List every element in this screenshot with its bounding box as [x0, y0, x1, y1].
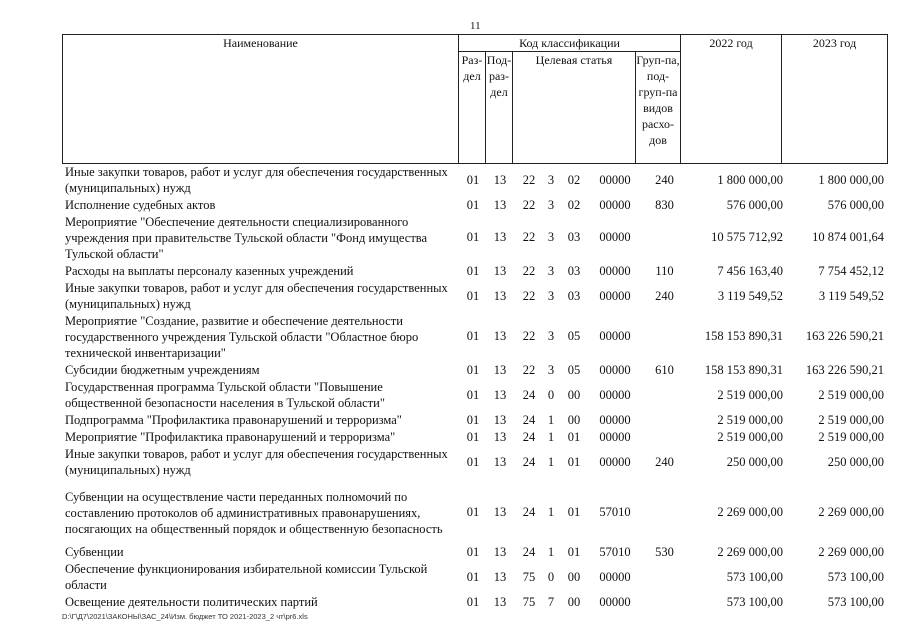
cell-c: 01: [567, 430, 581, 444]
cell-v1: 7 456 163,40: [717, 264, 783, 278]
cell-b: 3: [547, 289, 555, 303]
cell-r: 01: [466, 230, 480, 244]
row-name: Иные закупки товаров, работ и услуг для обеспечения государственных (муниципальных) нужд: [65, 281, 448, 311]
cell-a: 24: [522, 430, 536, 444]
budget-rows: [62, 164, 887, 611]
cell-vr: 610: [655, 363, 674, 377]
cell-v2: 3 119 549,52: [818, 289, 884, 303]
cell-c: 02: [567, 173, 581, 187]
row-name: Обеспечение функционирования избирательной комиссии Тульской области: [65, 562, 428, 592]
cell-c: 03: [567, 230, 581, 244]
row-name: Субвенции: [65, 545, 124, 559]
row-name: Подпрограмма "Профилактика правонарушений и терроризма": [65, 413, 402, 427]
cell-b: 7: [547, 595, 555, 609]
cell-r: 01: [466, 363, 480, 377]
cell-pr: 13: [493, 595, 507, 609]
cell-v1: 576 000,00: [726, 198, 783, 212]
cell-pr: 13: [493, 363, 507, 377]
table-row: [62, 164, 887, 197]
cell-vr: 240: [655, 455, 674, 469]
cell-r: 01: [466, 595, 480, 609]
cell-c: 05: [567, 363, 581, 377]
cell-b: 1: [547, 505, 555, 519]
cell-d: 00000: [599, 264, 631, 278]
cell-vr: 240: [655, 289, 674, 303]
cell-c: 01: [567, 545, 581, 559]
cell-a: 22: [522, 264, 536, 278]
cell-pr: 13: [493, 198, 507, 212]
cell-v1: 573 100,00: [726, 595, 783, 609]
header-podrazdel: Под-раз-дел: [486, 52, 513, 164]
cell-b: 1: [547, 430, 555, 444]
cell-pr: 13: [493, 264, 507, 278]
cell-d: 57010: [599, 545, 631, 559]
table-row: [62, 489, 887, 538]
cell-c: 03: [567, 264, 581, 278]
cell-v1: 573 100,00: [726, 570, 783, 584]
cell-r: 01: [466, 329, 480, 343]
cell-a: 24: [522, 455, 536, 469]
cell-b: 0: [547, 388, 555, 402]
cell-d: 00000: [599, 289, 631, 303]
cell-a: 24: [522, 388, 536, 402]
table-row: [62, 544, 887, 561]
header-name: Наименование: [63, 35, 459, 164]
cell-d: 00000: [599, 230, 631, 244]
cell-d: 00000: [599, 363, 631, 377]
cell-v2: 576 000,00: [827, 198, 884, 212]
table-row: [62, 197, 887, 214]
cell-a: 24: [522, 505, 536, 519]
cell-v2: 250 000,00: [827, 455, 884, 469]
cell-r: 01: [466, 545, 480, 559]
cell-pr: 13: [493, 430, 507, 444]
cell-pr: 13: [493, 545, 507, 559]
cell-v1: 2 269 000,00: [717, 505, 783, 519]
row-name: Мероприятие "Создание, развитие и обеспечение деятельности государственного учреждения Тульской области "Областное бюро технической инвентаризации": [65, 314, 419, 360]
page-number: 11: [470, 20, 481, 32]
table-row: [62, 263, 887, 280]
cell-c: 01: [567, 455, 581, 469]
cell-c: 00: [567, 570, 581, 584]
table-row: [62, 594, 887, 611]
table-row: [62, 561, 887, 594]
cell-pr: 13: [493, 455, 507, 469]
cell-pr: 13: [493, 413, 507, 427]
footer-path: D:\Г\Д7\2021\ЗАКОНЫ\ЗАС_24\Изм. бюджет ТО 2021-2023_2 чт\pr6.xls: [62, 612, 308, 621]
cell-vr: 530: [655, 545, 674, 559]
cell-a: 22: [522, 329, 536, 343]
cell-b: 3: [547, 363, 555, 377]
cell-a: 22: [522, 289, 536, 303]
cell-v2: 1 800 000,00: [818, 173, 884, 187]
header-razdel: Раз-дел: [459, 52, 486, 164]
cell-r: 01: [466, 388, 480, 402]
row-name: Мероприятие "Профилактика правонарушений и терроризма": [65, 430, 396, 444]
cell-r: 01: [466, 264, 480, 278]
row-name: Освещение деятельности политических партий: [65, 595, 318, 609]
cell-v1: 250 000,00: [726, 455, 783, 469]
cell-r: 01: [466, 413, 480, 427]
cell-r: 01: [466, 505, 480, 519]
table-row: [62, 379, 887, 412]
cell-a: 22: [522, 173, 536, 187]
header-code: Код классификации: [459, 35, 681, 52]
table-row: [62, 214, 887, 263]
table-header: [62, 34, 888, 164]
cell-pr: 13: [493, 173, 507, 187]
cell-d: 57010: [599, 505, 631, 519]
cell-v1: 2 519 000,00: [717, 413, 783, 427]
cell-c: 02: [567, 198, 581, 212]
cell-v1: 158 153 890,31: [704, 363, 783, 377]
cell-b: 1: [547, 455, 555, 469]
cell-v1: 2 519 000,00: [717, 388, 783, 402]
cell-r: 01: [466, 289, 480, 303]
cell-d: 00000: [599, 430, 631, 444]
row-name: Субсидии бюджетным учреждениям: [65, 363, 260, 377]
cell-a: 24: [522, 413, 536, 427]
cell-c: 00: [567, 595, 581, 609]
cell-d: 00000: [599, 198, 631, 212]
cell-a: 22: [522, 363, 536, 377]
cell-d: 00000: [599, 455, 631, 469]
cell-b: 3: [547, 173, 555, 187]
cell-b: 3: [547, 264, 555, 278]
table-row: [62, 446, 887, 479]
cell-b: 3: [547, 230, 555, 244]
cell-vr: 240: [655, 173, 674, 187]
cell-v1: 2 269 000,00: [717, 545, 783, 559]
cell-pr: 13: [493, 570, 507, 584]
row-name: Субвенции на осуществление части переданных полномочий по составлению протоколов об административных правонарушениях, посягающих на общественный порядок и общественную безопасность: [65, 490, 443, 536]
cell-c: 05: [567, 329, 581, 343]
row-name: Исполнение судебных актов: [65, 198, 216, 212]
table-row: [62, 280, 887, 313]
cell-v2: 2 519 000,00: [818, 430, 884, 444]
cell-v2: 573 100,00: [827, 595, 884, 609]
cell-c: 00: [567, 413, 581, 427]
cell-v2: 163 226 590,21: [805, 363, 884, 377]
cell-pr: 13: [493, 329, 507, 343]
cell-d: 00000: [599, 329, 631, 343]
table-row: [62, 313, 887, 362]
table-row: [62, 412, 887, 429]
cell-a: 75: [522, 595, 536, 609]
cell-d: 00000: [599, 570, 631, 584]
row-name: Иные закупки товаров, работ и услуг для обеспечения государственных (муниципальных) нужд: [65, 447, 448, 477]
cell-v2: 573 100,00: [827, 570, 884, 584]
cell-a: 22: [522, 198, 536, 212]
cell-b: 3: [547, 198, 555, 212]
table-row: [62, 429, 887, 446]
cell-c: 03: [567, 289, 581, 303]
header-group: Груп-па, под-груп-па видов расхо-дов: [636, 52, 681, 164]
cell-v2: 2 269 000,00: [818, 505, 884, 519]
row-name: Расходы на выплаты персоналу казенных учреждений: [65, 264, 354, 278]
header-target: Целевая статья: [513, 52, 636, 164]
cell-b: 1: [547, 413, 555, 427]
cell-v2: 2 269 000,00: [818, 545, 884, 559]
header-2023: 2023 год: [782, 35, 888, 164]
cell-r: 01: [466, 570, 480, 584]
cell-a: 75: [522, 570, 536, 584]
cell-d: 00000: [599, 388, 631, 402]
header-2022: 2022 год: [681, 35, 782, 164]
cell-v2: 163 226 590,21: [805, 329, 884, 343]
row-name: Мероприятие "Обеспечение деятельности специализированного учреждения при правительстве Тульской области "Фонд имущества Тульской области": [65, 215, 428, 261]
cell-d: 00000: [599, 595, 631, 609]
cell-b: 1: [547, 545, 555, 559]
cell-pr: 13: [493, 230, 507, 244]
cell-a: 24: [522, 545, 536, 559]
cell-pr: 13: [493, 289, 507, 303]
cell-v2: 7 754 452,12: [818, 264, 884, 278]
row-name: Государственная программа Тульской области "Повышение общественной безопасности населения в Тульской области": [65, 380, 385, 410]
cell-d: 00000: [599, 413, 631, 427]
cell-v1: 1 800 000,00: [717, 173, 783, 187]
cell-d: 00000: [599, 173, 631, 187]
cell-r: 01: [466, 430, 480, 444]
cell-c: 00: [567, 388, 581, 402]
cell-pr: 13: [493, 505, 507, 519]
cell-b: 3: [547, 329, 555, 343]
cell-r: 01: [466, 173, 480, 187]
cell-v1: 10 575 712,92: [711, 230, 783, 244]
cell-v2: 2 519 000,00: [818, 413, 884, 427]
cell-c: 01: [567, 505, 581, 519]
table-row: [62, 362, 887, 379]
cell-v2: 2 519 000,00: [818, 388, 884, 402]
cell-v1: 3 119 549,52: [717, 289, 783, 303]
cell-pr: 13: [493, 388, 507, 402]
cell-v2: 10 874 001,64: [812, 230, 884, 244]
cell-r: 01: [466, 455, 480, 469]
cell-r: 01: [466, 198, 480, 212]
row-name: Иные закупки товаров, работ и услуг для обеспечения государственных (муниципальных) нужд: [65, 165, 448, 195]
cell-vr: 110: [655, 264, 674, 278]
cell-a: 22: [522, 230, 536, 244]
cell-v1: 158 153 890,31: [704, 329, 783, 343]
cell-b: 0: [547, 570, 555, 584]
cell-vr: 830: [655, 198, 674, 212]
cell-v1: 2 519 000,00: [717, 430, 783, 444]
